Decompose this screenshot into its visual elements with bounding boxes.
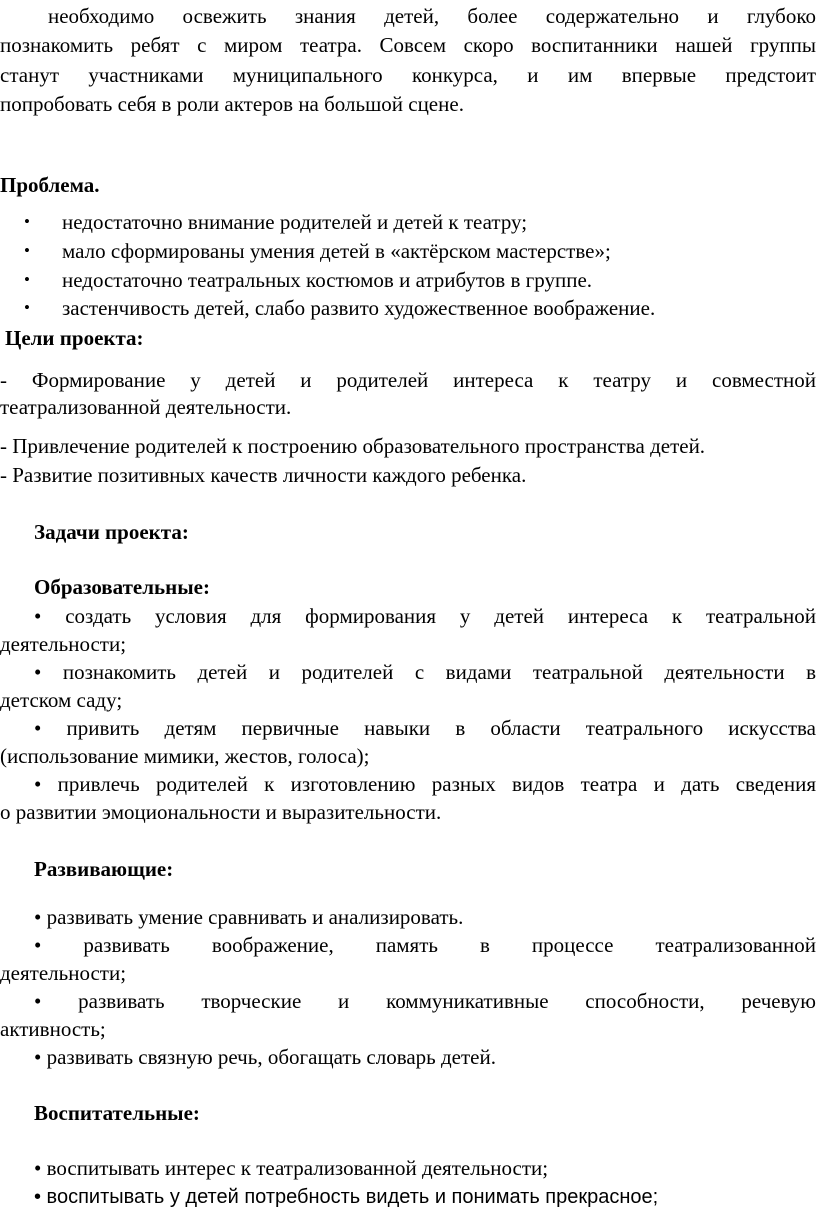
goals-heading: Цели проекта: (5, 326, 144, 350)
intro-line: познакомить ребят с миром театра. Совсем скоро воспитанники нашей группы (0, 33, 816, 57)
upbringing-heading: Воспитательные: (34, 1101, 200, 1125)
developing-line: • развивать умение сравнивать и анализировать. (34, 905, 464, 929)
goal-line: - Формирование у детей и родителей интереса к театру и совместной (0, 368, 816, 392)
list-item (0, 266, 816, 294)
educational-heading: Образовательные: (34, 575, 210, 599)
bullet-icon: • (24, 212, 30, 231)
intro-line: станут участниками муниципального конкурса, и им впервые предстоит (0, 63, 816, 87)
list-item (0, 208, 816, 236)
goal-line: - Развитие позитивных качеств личности каждого ребенка. (0, 463, 527, 487)
bullet-icon: • (24, 298, 30, 317)
developing-line: • развивать связную речь, обогащать словарь детей. (34, 1045, 496, 1069)
upbringing-line: • воспитывать интерес к театрализованной деятельности; (34, 1156, 549, 1180)
developing-line: • развивать воображение, память в процессе театрализованной (34, 933, 816, 957)
developing-line: активность; (0, 1017, 106, 1041)
developing-line: деятельности; (0, 961, 127, 985)
list-item (0, 237, 816, 265)
educational-line: • познакомить детей и родителей с видами театральной деятельности в (34, 660, 816, 684)
educational-line: • создать условия для формирования у детей интереса к театральной (34, 604, 816, 628)
developing-line: • развивать творческие и коммуникативные способности, речевую (34, 989, 816, 1013)
list-item-text: застенчивость детей, слабо развито художественное воображение. (62, 296, 656, 320)
bullet-icon: • (24, 241, 30, 260)
upbringing-line: • воспитывать у детей потребность видеть и понимать прекрасное; (34, 1186, 659, 1208)
educational-line: (использование мимики, жестов, голоса); (0, 744, 370, 768)
tasks-heading: Задачи проекта: (34, 520, 189, 544)
goal-line: - Привлечение родителей к построению образовательного пространства детей. (0, 434, 706, 458)
developing-heading: Развивающие: (34, 857, 174, 881)
goal-line: театрализованной деятельности. (0, 395, 292, 419)
educational-line: о развитии эмоциональности и выразительности. (0, 800, 442, 824)
educational-line: • привить детям первичные навыки в области театрального искусства (34, 716, 816, 740)
bullet-icon: • (24, 270, 30, 289)
list-item (0, 294, 816, 322)
intro-line: необходимо освежить знания детей, более содержательно и глубоко (48, 4, 816, 28)
problem-heading: Проблема. (0, 173, 100, 197)
list-item-text: недостаточно внимание родителей и детей к театру; (62, 210, 528, 234)
educational-line: детском саду; (0, 688, 123, 712)
educational-line: деятельности; (0, 632, 127, 656)
intro-line: попробовать себя в роли актеров на большой сцене. (0, 92, 464, 116)
list-item-text: недостаточно театральных костюмов и атрибутов в группе. (62, 268, 593, 292)
list-item-text: мало сформированы умения детей в «актёрском мастерстве»; (62, 239, 611, 263)
educational-line: • привлечь родителей к изготовлению разных видов театра и дать сведения (34, 772, 816, 796)
